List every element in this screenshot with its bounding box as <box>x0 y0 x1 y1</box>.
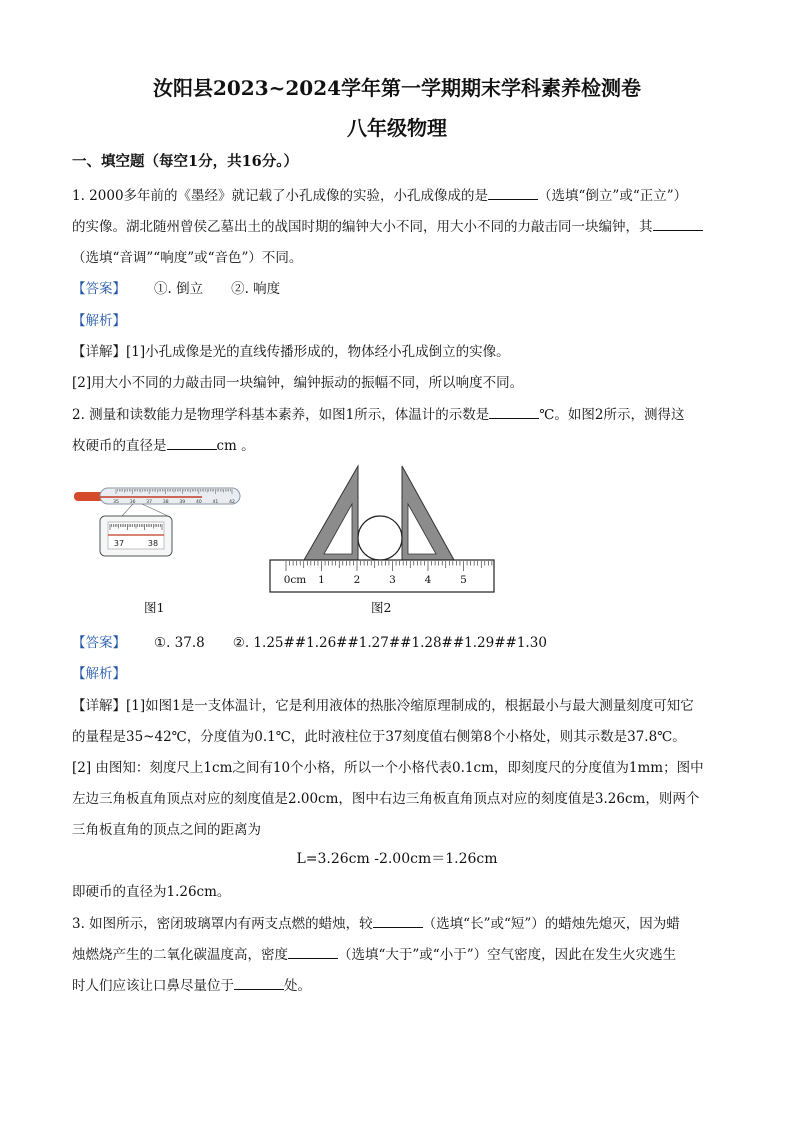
q2-detail-1a <box>72 694 732 714</box>
q1-answer-2: ②. 响度 <box>231 281 281 297</box>
q1-answer-1: ①. 倒立 <box>154 281 204 297</box>
zoom-label-38: 38 <box>147 539 159 548</box>
q3-blank-2[interactable] <box>288 946 338 959</box>
q2-detail-1a-text: [1]如图1是一支体温计，它是利用液体的热胀冷缩原理制成的，根据最小与最大测量刻度可知它 <box>126 698 694 714</box>
q2-detail-2b: 左边三角板直角顶点对应的刻度值是2.00cm，图中右边三角板直角顶点对应的刻度值是3.26cm，则两个 <box>72 791 700 807</box>
q1-answer <box>72 277 732 297</box>
q2-text-a: 2. 测量和读数能力是物理学科基本素养，如图1所示，体温计的示数是 <box>72 407 490 423</box>
exam-title: 汝阳县2023~2024学年第一学期期末学科素养检测卷 <box>152 76 642 100</box>
thermometer-scale-label: 41 <box>212 500 219 505</box>
thermometer-scale-label: 40 <box>195 500 202 505</box>
q3-text-b: （选填“长”或“短”）的蜡烛先熄灭，因为蜡 <box>422 916 680 932</box>
q1-detail-1-text: [1]小孔成像是光的直线传播形成的，物体经小孔成倒立的实像。 <box>126 344 510 360</box>
thermometer-scale-label: 36 <box>129 500 136 505</box>
answer-tag: 【答案】 <box>72 635 126 651</box>
thermometer-scale-label: 37 <box>146 500 153 505</box>
ruler-label: 0cm <box>283 574 307 586</box>
thermometer-scale-label: 35 <box>113 500 119 505</box>
q3-line1 <box>72 912 732 932</box>
figure1-caption: 图1 <box>144 600 165 615</box>
q1-text-a: 1. 2000多年前的《墨经》就记载了小孔成像的实验，小孔成像成的是 <box>72 188 489 204</box>
detail-tag: 【详解】 <box>72 698 126 714</box>
exam-subtitle: 八年级物理 <box>347 116 447 140</box>
thermometer-scale-label: 38 <box>162 500 169 505</box>
q1-detail-1 <box>72 340 732 360</box>
coin <box>358 516 402 560</box>
q2-text-c: 枚硬币的直径是 <box>72 438 167 454</box>
ruler-label: 1 <box>318 574 325 586</box>
q2-answer <box>72 631 732 651</box>
q2-line2 <box>72 434 732 454</box>
ruler-label: 3 <box>389 574 396 586</box>
q1-line3: （选填“音调”“响度”或“音色”）不同。 <box>72 250 303 266</box>
q3-line3 <box>72 974 732 994</box>
ruler-label: 2 <box>353 574 361 586</box>
q2-line1 <box>72 403 732 423</box>
ruler-figure <box>266 462 498 594</box>
q3-blank-1[interactable] <box>373 915 423 928</box>
q2-detail-2a: [2] 由图知：刻度尺上1cm之间有10个小格，所以一个小格代表0.1cm，即刻度尺的分度值为1mm；图中 <box>72 760 704 776</box>
ruler-label: 4 <box>424 574 432 586</box>
q2-conclusion: 即硬币的直径为1.26cm。 <box>72 884 231 900</box>
thermometer-scale-label: 39 <box>179 500 186 505</box>
q1-line1 <box>72 184 732 204</box>
q3-text-c: 烛燃烧产生的二氧化碳温度高，密度 <box>72 947 288 963</box>
thermometer-figure <box>72 482 244 562</box>
section-heading: 一、填空题（每空1分，共16分。） <box>72 153 299 170</box>
q2-formula: L=3.26cm -2.00cm＝1.26cm <box>296 851 498 867</box>
zoom-label-37: 37 <box>113 539 125 548</box>
q2-detail-1b: 的量程是35~42℃，分度值为0.1℃，此时液柱位于37刻度值右侧第8个小格处，则其示数是37.8℃。 <box>72 729 686 745</box>
q2-detail-2c: 三角板直角的顶点之间的距离为 <box>72 822 261 838</box>
q2-answer-2: ②. 1.25##1.26##1.27##1.28##1.29##1.30 <box>232 635 547 651</box>
q1-detail-2: [2]用大小不同的力敲击同一块编钟，编钟振动的振幅不同，所以响度不同。 <box>72 375 524 391</box>
q1-text-c: 的实像。湖北随州曾侯乙墓出土的战国时期的编钟大小不同，用大小不同的力敲击同一块编钟，其 <box>72 219 653 235</box>
q1-analysis-tag: 【解析】 <box>72 313 126 329</box>
q3-text-e: 时人们应该让口鼻尽量位于 <box>72 978 234 994</box>
q2-blank-2[interactable] <box>167 437 217 450</box>
q2-blank-1[interactable] <box>489 406 539 419</box>
q3-text-f: 处。 <box>284 978 311 994</box>
q1-blank-2[interactable] <box>653 218 703 231</box>
q2-answer-1: ①. 37.8 <box>154 635 205 651</box>
detail-tag: 【详解】 <box>72 344 126 360</box>
answer-tag: 【答案】 <box>72 281 126 297</box>
q1-blank-1[interactable] <box>488 187 538 200</box>
q3-blank-3[interactable] <box>234 977 284 990</box>
thermometer-bulb <box>74 492 104 501</box>
q1-text-b: （选填“倒立”或“正立”） <box>538 188 688 204</box>
thermometer-scale-label: 42 <box>229 500 235 505</box>
q3-text-d: （选填“大于”或“小于”）空气密度，因此在发生火灾逃生 <box>338 947 677 963</box>
q3-line2 <box>72 943 732 963</box>
q1-line2 <box>72 215 732 235</box>
q2-analysis-tag: 【解析】 <box>72 666 126 682</box>
q3-text-a: 3. 如图所示，密闭玻璃罩内有两支点燃的蜡烛，较 <box>72 916 373 932</box>
figure2-caption: 图2 <box>371 600 392 615</box>
q2-text-d: cm 。 <box>216 438 255 454</box>
ruler-label: 5 <box>460 574 467 586</box>
q2-text-b: ℃。如图2所示，测得这 <box>539 407 685 423</box>
